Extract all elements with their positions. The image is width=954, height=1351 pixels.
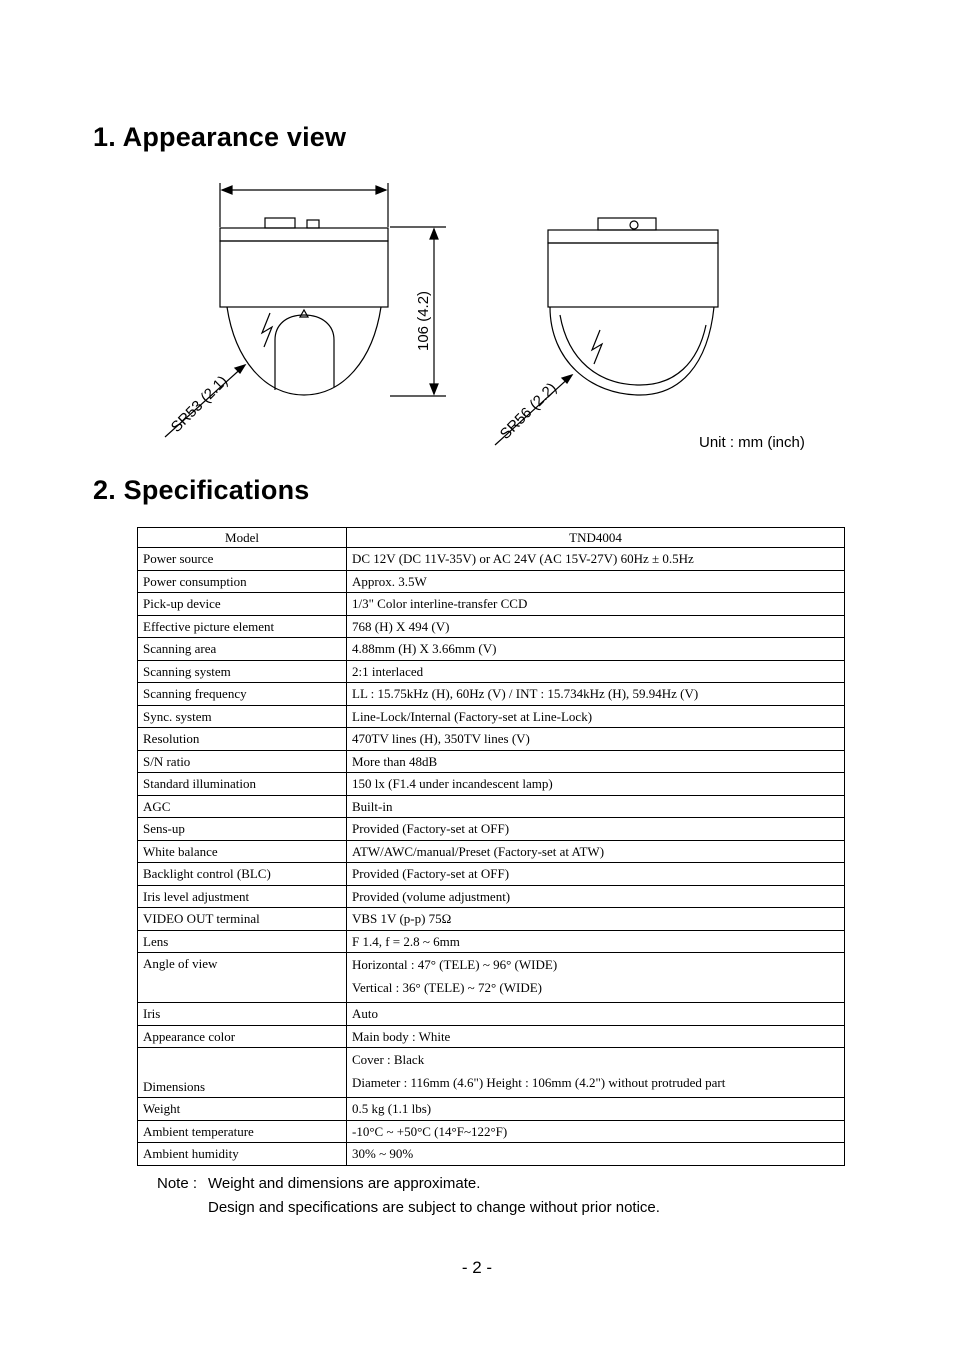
spec-value: 150 lx (F1.4 under incandescent lamp) xyxy=(347,773,845,796)
dimensions-value xyxy=(347,1048,845,1098)
table-row xyxy=(138,728,845,751)
spec-label: Standard illumination xyxy=(138,773,347,796)
spec-value: 1/3" Color interline-transfer CCD xyxy=(347,593,845,616)
spec-value: Line-Lock/Internal (Factory-set at Line-Lock) xyxy=(347,705,845,728)
table-row xyxy=(138,1025,845,1048)
spec-value: 30% ~ 90% xyxy=(347,1143,845,1166)
spec-label: Ambient humidity xyxy=(138,1143,347,1166)
appearance-color-label: Appearance color xyxy=(138,1025,347,1048)
spec-value: DC 12V (DC 11V-35V) or AC 24V (AC 15V-27V) 60Hz ± 0.5Hz xyxy=(347,548,845,571)
iris-value: Auto xyxy=(347,1003,845,1026)
spec-label: Iris level adjustment xyxy=(138,885,347,908)
appearance-view-heading: 1. Appearance view xyxy=(93,122,347,152)
table-row xyxy=(138,705,845,728)
table-row xyxy=(138,593,845,616)
table-row xyxy=(138,1098,845,1121)
angle-vertical: Vertical : 36° (TELE) ~ 72° (WIDE) xyxy=(352,979,542,995)
angle-value xyxy=(347,953,845,1003)
table-row xyxy=(138,885,845,908)
table-row xyxy=(138,615,845,638)
spec-label: Lens xyxy=(138,930,347,953)
spec-value: LL : 15.75kHz (H), 60Hz (V) / INT : 15.734kHz (H), 59.94Hz (V) xyxy=(347,683,845,706)
dimensions-size: Diameter : 116mm (4.6") Height : 106mm (4.2") without protruded part xyxy=(352,1074,726,1090)
appearance-color-value: Main body : White xyxy=(347,1025,845,1048)
table-row xyxy=(138,795,845,818)
table-row xyxy=(138,773,845,796)
table-row xyxy=(138,930,845,953)
spec-label: Scanning system xyxy=(138,660,347,683)
table-row xyxy=(138,1120,845,1143)
spec-value: 2:1 interlaced xyxy=(347,660,845,683)
table-row xyxy=(138,818,845,841)
specifications-heading: 2. Specifications xyxy=(93,475,310,505)
table-row xyxy=(138,1048,845,1098)
spec-value: Built-in xyxy=(347,795,845,818)
sr56-dimension-label: SR56 (2.2) xyxy=(496,379,561,443)
note-line-2: Design and specifications are subject to change without prior notice. xyxy=(208,1199,660,1216)
table-row xyxy=(138,908,845,931)
spec-label: Resolution xyxy=(138,728,347,751)
table-row xyxy=(138,953,845,1003)
spec-label: AGC xyxy=(138,795,347,818)
iris-label: Iris xyxy=(138,1003,347,1026)
spec-label: Weight xyxy=(138,1098,347,1121)
table-row xyxy=(138,638,845,661)
spec-label: Pick-up device xyxy=(138,593,347,616)
specifications-table xyxy=(137,527,845,1166)
spec-value: VBS 1V (p-p) 75Ω xyxy=(347,908,845,931)
page-number: - 2 - xyxy=(461,1258,493,1277)
spec-value: ATW/AWC/manual/Preset (Factory-set at ATW) xyxy=(347,840,845,863)
table-row xyxy=(138,570,845,593)
spec-value: -10°C ~ +50°C (14°F~122°F) xyxy=(347,1120,845,1143)
spec-value: Approx. 3.5W xyxy=(347,570,845,593)
table-row xyxy=(138,1003,845,1026)
spec-label: Backlight control (BLC) xyxy=(138,863,347,886)
spec-value: 768 (H) X 494 (V) xyxy=(347,615,845,638)
table-row xyxy=(138,863,845,886)
spec-label: Sens-up xyxy=(138,818,347,841)
table-row xyxy=(138,660,845,683)
spec-label: Power consumption xyxy=(138,570,347,593)
table-row xyxy=(138,840,845,863)
unit-label: Unit : mm (inch) xyxy=(699,434,805,451)
spec-label: Power source xyxy=(138,548,347,571)
spec-value: 470TV lines (H), 350TV lines (V) xyxy=(347,728,845,751)
spec-value: F 1.4, f = 2.8 ~ 6mm xyxy=(347,930,845,953)
spec-value: Provided (Factory-set at OFF) xyxy=(347,863,845,886)
spec-label: Sync. system xyxy=(138,705,347,728)
spec-label: Scanning area xyxy=(138,638,347,661)
spec-label: VIDEO OUT terminal xyxy=(138,908,347,931)
dimensions-label: Dimensions xyxy=(138,1048,347,1098)
angle-label: Angle of view xyxy=(138,953,347,1003)
spec-value: 4.88mm (H) X 3.66mm (V) xyxy=(347,638,845,661)
table-row xyxy=(138,1143,845,1166)
angle-horizontal: Horizontal : 47° (TELE) ~ 96° (WIDE) xyxy=(352,957,558,972)
note-label: Note : xyxy=(157,1175,198,1192)
spec-label: Ambient temperature xyxy=(138,1120,347,1143)
table-row xyxy=(138,750,845,773)
spec-label: S/N ratio xyxy=(138,750,347,773)
height-dimension-label: 106 (4.2) xyxy=(415,290,432,351)
spec-label: White balance xyxy=(138,840,347,863)
spec-value: More than 48dB xyxy=(347,750,845,773)
header-label: Model xyxy=(138,528,347,548)
spec-label: Effective picture element xyxy=(138,615,347,638)
dimensions-cover: Cover : Black xyxy=(352,1052,425,1067)
spec-value: Provided (volume adjustment) xyxy=(347,885,845,908)
note xyxy=(157,1172,660,1220)
spec-value: Provided (Factory-set at OFF) xyxy=(347,818,845,841)
table-row xyxy=(138,683,845,706)
note-line-1: Weight and dimensions are approximate. xyxy=(208,1175,481,1192)
sr53-dimension-label: SR53 (2.1) xyxy=(167,372,232,436)
spec-value: 0.5 kg (1.1 lbs) xyxy=(347,1098,845,1121)
table-header-row xyxy=(138,528,845,548)
spec-label: Scanning frequency xyxy=(138,683,347,706)
header-model: TND4004 xyxy=(347,528,845,548)
table-row xyxy=(138,548,845,571)
camera-appearance-drawing xyxy=(150,175,830,455)
